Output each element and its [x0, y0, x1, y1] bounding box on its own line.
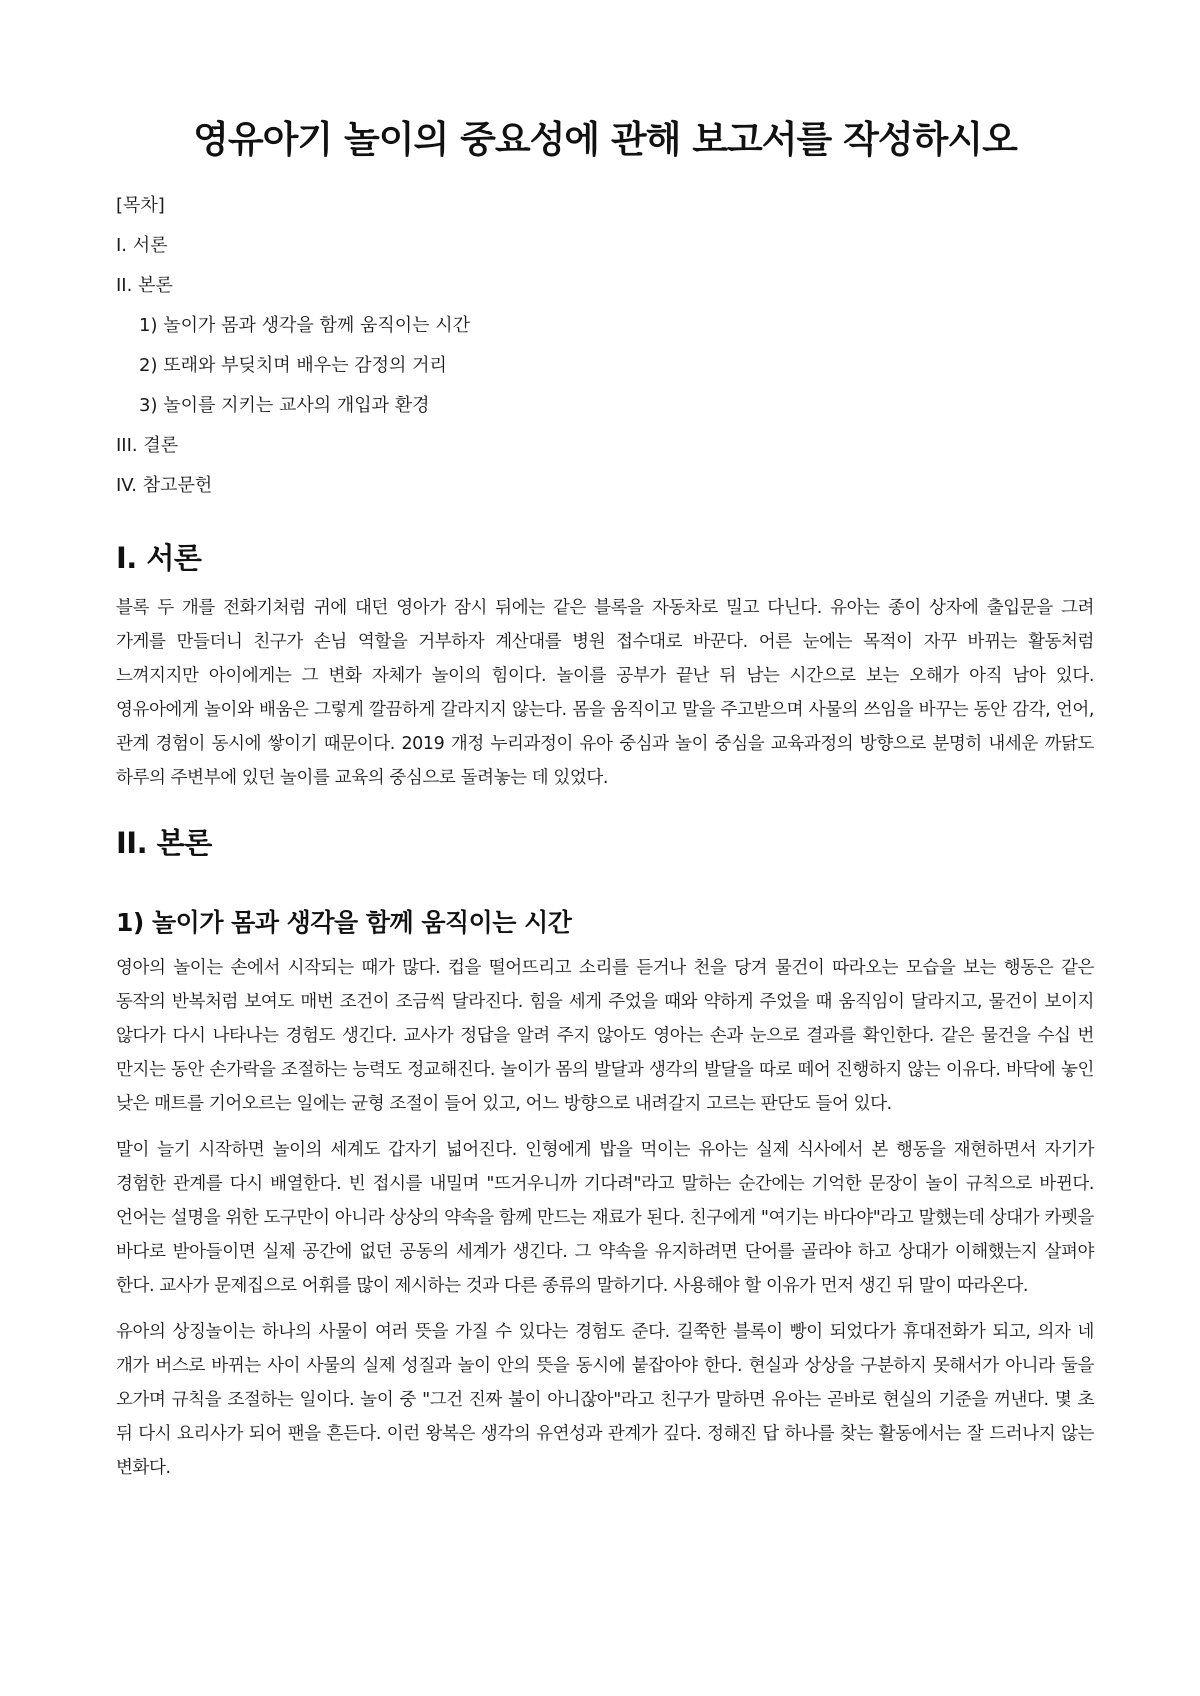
section-1-heading: 1) 놀이가 몸과 생각을 함께 움직이는 시간 [116, 907, 572, 937]
toc-item-body-1: 1) 놀이가 몸과 생각을 함께 움직이는 시간 [139, 315, 471, 337]
toc-item-body: II. 본론 [116, 275, 173, 297]
body-heading: II. 본론 [116, 825, 212, 860]
intro-heading: I. 서론 [116, 541, 202, 576]
toc-heading: [목차] [116, 195, 165, 217]
toc-item-body-3: 3) 놀이를 지키는 교사의 개입과 환경 [139, 395, 430, 417]
table-of-contents [116, 186, 1094, 506]
toc-item-conclusion: III. 결론 [116, 435, 179, 457]
section-1-paragraph-2: 말이 늘기 시작하면 놀이의 세계도 갑자기 넓어진다. 인형에게 밥을 먹이는 유아는 실제 식사에서 본 행동을 재현하면서 자기가 경험한 관계를 다시 배열한다. 빈 접시를 내밀며 "뜨거우니까 기다려"라고 말하는 순간에는 기억한 문장이 놀이 규칙으로 바뀐다. 언어는 설명을 위한 도구만이 아니라 상상의 약속을 함께 만드는 재료가 된다. 친구에게 "여기는 바다야"라고 말했는데 상대가 카펫을 바다로 받아들이면 실제 공간에 없던 공동의 세계가 생긴다. 그 약속을 유지하려면 단어를 골라야 하고 상대가 이해했는지 살펴야 한다. 교사가 문제집으로 어휘를 많이 제시하는 것과 다른 종류의 말하기다. 사용해야 할 이유가 먼저 생긴 뒤 말이 따라온다. [116, 1140, 1094, 1297]
section-1-paragraph-1: 영아의 놀이는 손에서 시작되는 때가 많다. 컵을 떨어뜨리고 소리를 듣거나 천을 당겨 물건이 따라오는 모습을 보는 행동은 같은 동작의 반복처럼 보여도 매번 조건이 조금씩 달라진다. 힘을 세게 주었을 때와 약하게 주었을 때 움직임이 달라지고, 물건이 보이지 않다가 다시 나타나는 경험도 생긴다. 교사가 정답을 알려 주지 않아도 영아는 손과 눈으로 결과를 확인한다. 같은 물건을 수십 번 만지는 동안 손가락을 조절하는 능력도 정교해진다. 놀이가 몸의 발달과 생각의 발달을 따로 떼어 진행하지 않는 이유다. 바닥에 놓인 낮은 매트를 기어오르는 일에는 균형 조절이 들어 있고, 어느 방향으로 내려갈지 고르는 판단도 들어 있다. [116, 958, 1094, 1115]
intro-paragraph: 블록 두 개를 전화기처럼 귀에 대던 영아가 잠시 뒤에는 같은 블록을 자동차로 밀고 다닌다. 유아는 종이 상자에 출입문을 그려 가게를 만들더니 친구가 손님 역할을 거부하자 계산대를 병원 접수대로 바꾼다. 어른 눈에는 목적이 자꾸 바뀌는 활동처럼 느껴지지만 아이에게는 그 변화 자체가 놀이의 힘이다. 놀이를 공부가 끝난 뒤 남는 시간으로 보는 오해가 아직 남아 있다. 영유아에게 놀이와 배움은 그렇게 깔끔하게 갈라지지 않는다. 몸을 움직이고 말을 주고받으며 사물의 쓰임을 바꾸는 동안 감각, 언어, 관계 경험이 동시에 쌓이기 때문이다. 2019 개정 누리과정이 유아 중심과 놀이 중심을 교육과정의 방향으로 분명히 내세운 까닭도 하루의 주변부에 있던 놀이를 교육의 중심으로 돌려놓는 데 있었다. [116, 597, 1094, 788]
document-title: 영유아기 놀이의 중요성에 관해 보고서를 작성하시오 [193, 118, 1017, 161]
toc-item-references: IV. 참고문헌 [116, 475, 213, 497]
toc-item-intro: I. 서론 [116, 235, 168, 257]
toc-item-body-2: 2) 또래와 부딪치며 배우는 감정의 거리 [139, 355, 447, 377]
section-1-paragraph-3: 유아의 상징놀이는 하나의 사물이 여러 뜻을 가질 수 있다는 경험도 준다. 길쭉한 블록이 빵이 되었다가 휴대전화가 되고, 의자 네 개가 버스로 바뀌는 사이 사물의 실제 성질과 놀이 안의 뜻을 동시에 붙잡아야 한다. 현실과 상상을 구분하지 못해서가 아니라 둘을 오가며 규칙을 조절하는 일이다. 놀이 중 "그건 진짜 불이 아니잖아"라고 친구가 말하면 유아는 곧바로 현실의 기준을 꺼낸다. 몇 초 뒤 다시 요리사가 되어 팬을 흔든다. 이런 왕복은 생각의 유연성과 관계가 깊다. 정해진 답 하나를 찾는 활동에서는 잘 드러나지 않는 변화다. [116, 1322, 1094, 1479]
